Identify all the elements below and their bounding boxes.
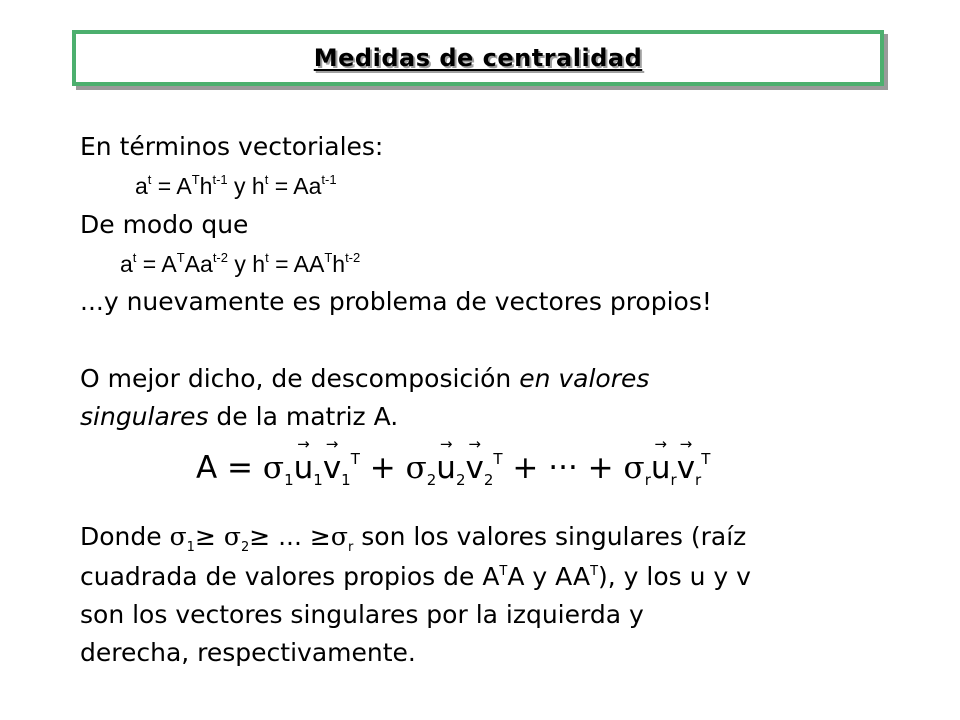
svd-line-1: O mejor dicho, de descomposición en valores <box>80 364 650 393</box>
explanation-line-2: cuadrada de valores propios de $A^TA$ y $AA^T$), y los u y v <box>80 562 751 591</box>
singular-values-line: Donde $\sigma_1\ge \sigma_2\ge$ ... $\ge\sigma_r$ son los valores singulares (raíz <box>80 522 747 555</box>
svd-line-2: singulares de la matriz A. <box>80 402 399 431</box>
transition-line: De modo que <box>80 210 249 239</box>
equation-2: $a^t = A^TAa^{t-2}$ y $h^t = AA^Th^{t-2}$ <box>120 250 361 277</box>
title-box <box>72 30 884 86</box>
slide-title: Medidas de centralidad <box>313 44 643 72</box>
explanation-line-3: son los vectores singulares por la izquierda y <box>80 600 644 629</box>
equation-1: $a^t = A^Th^{t-1}$ y $h^t = Aa^{t-1}$ <box>135 172 337 199</box>
intro-line: En términos vectoriales: <box>80 132 384 161</box>
explanation-line-4: derecha, respectivamente. <box>80 638 416 667</box>
eigenvector-line: ...y nuevamente es problema de vectores propios! <box>80 287 712 316</box>
svd-formula: $A = \sigma_1\to u_1\to v_1^T + \sigma_2\to u_2\to v_2^T$ + ··· + $\sigma_r\to u_r\to v_r^T$ <box>196 452 710 496</box>
